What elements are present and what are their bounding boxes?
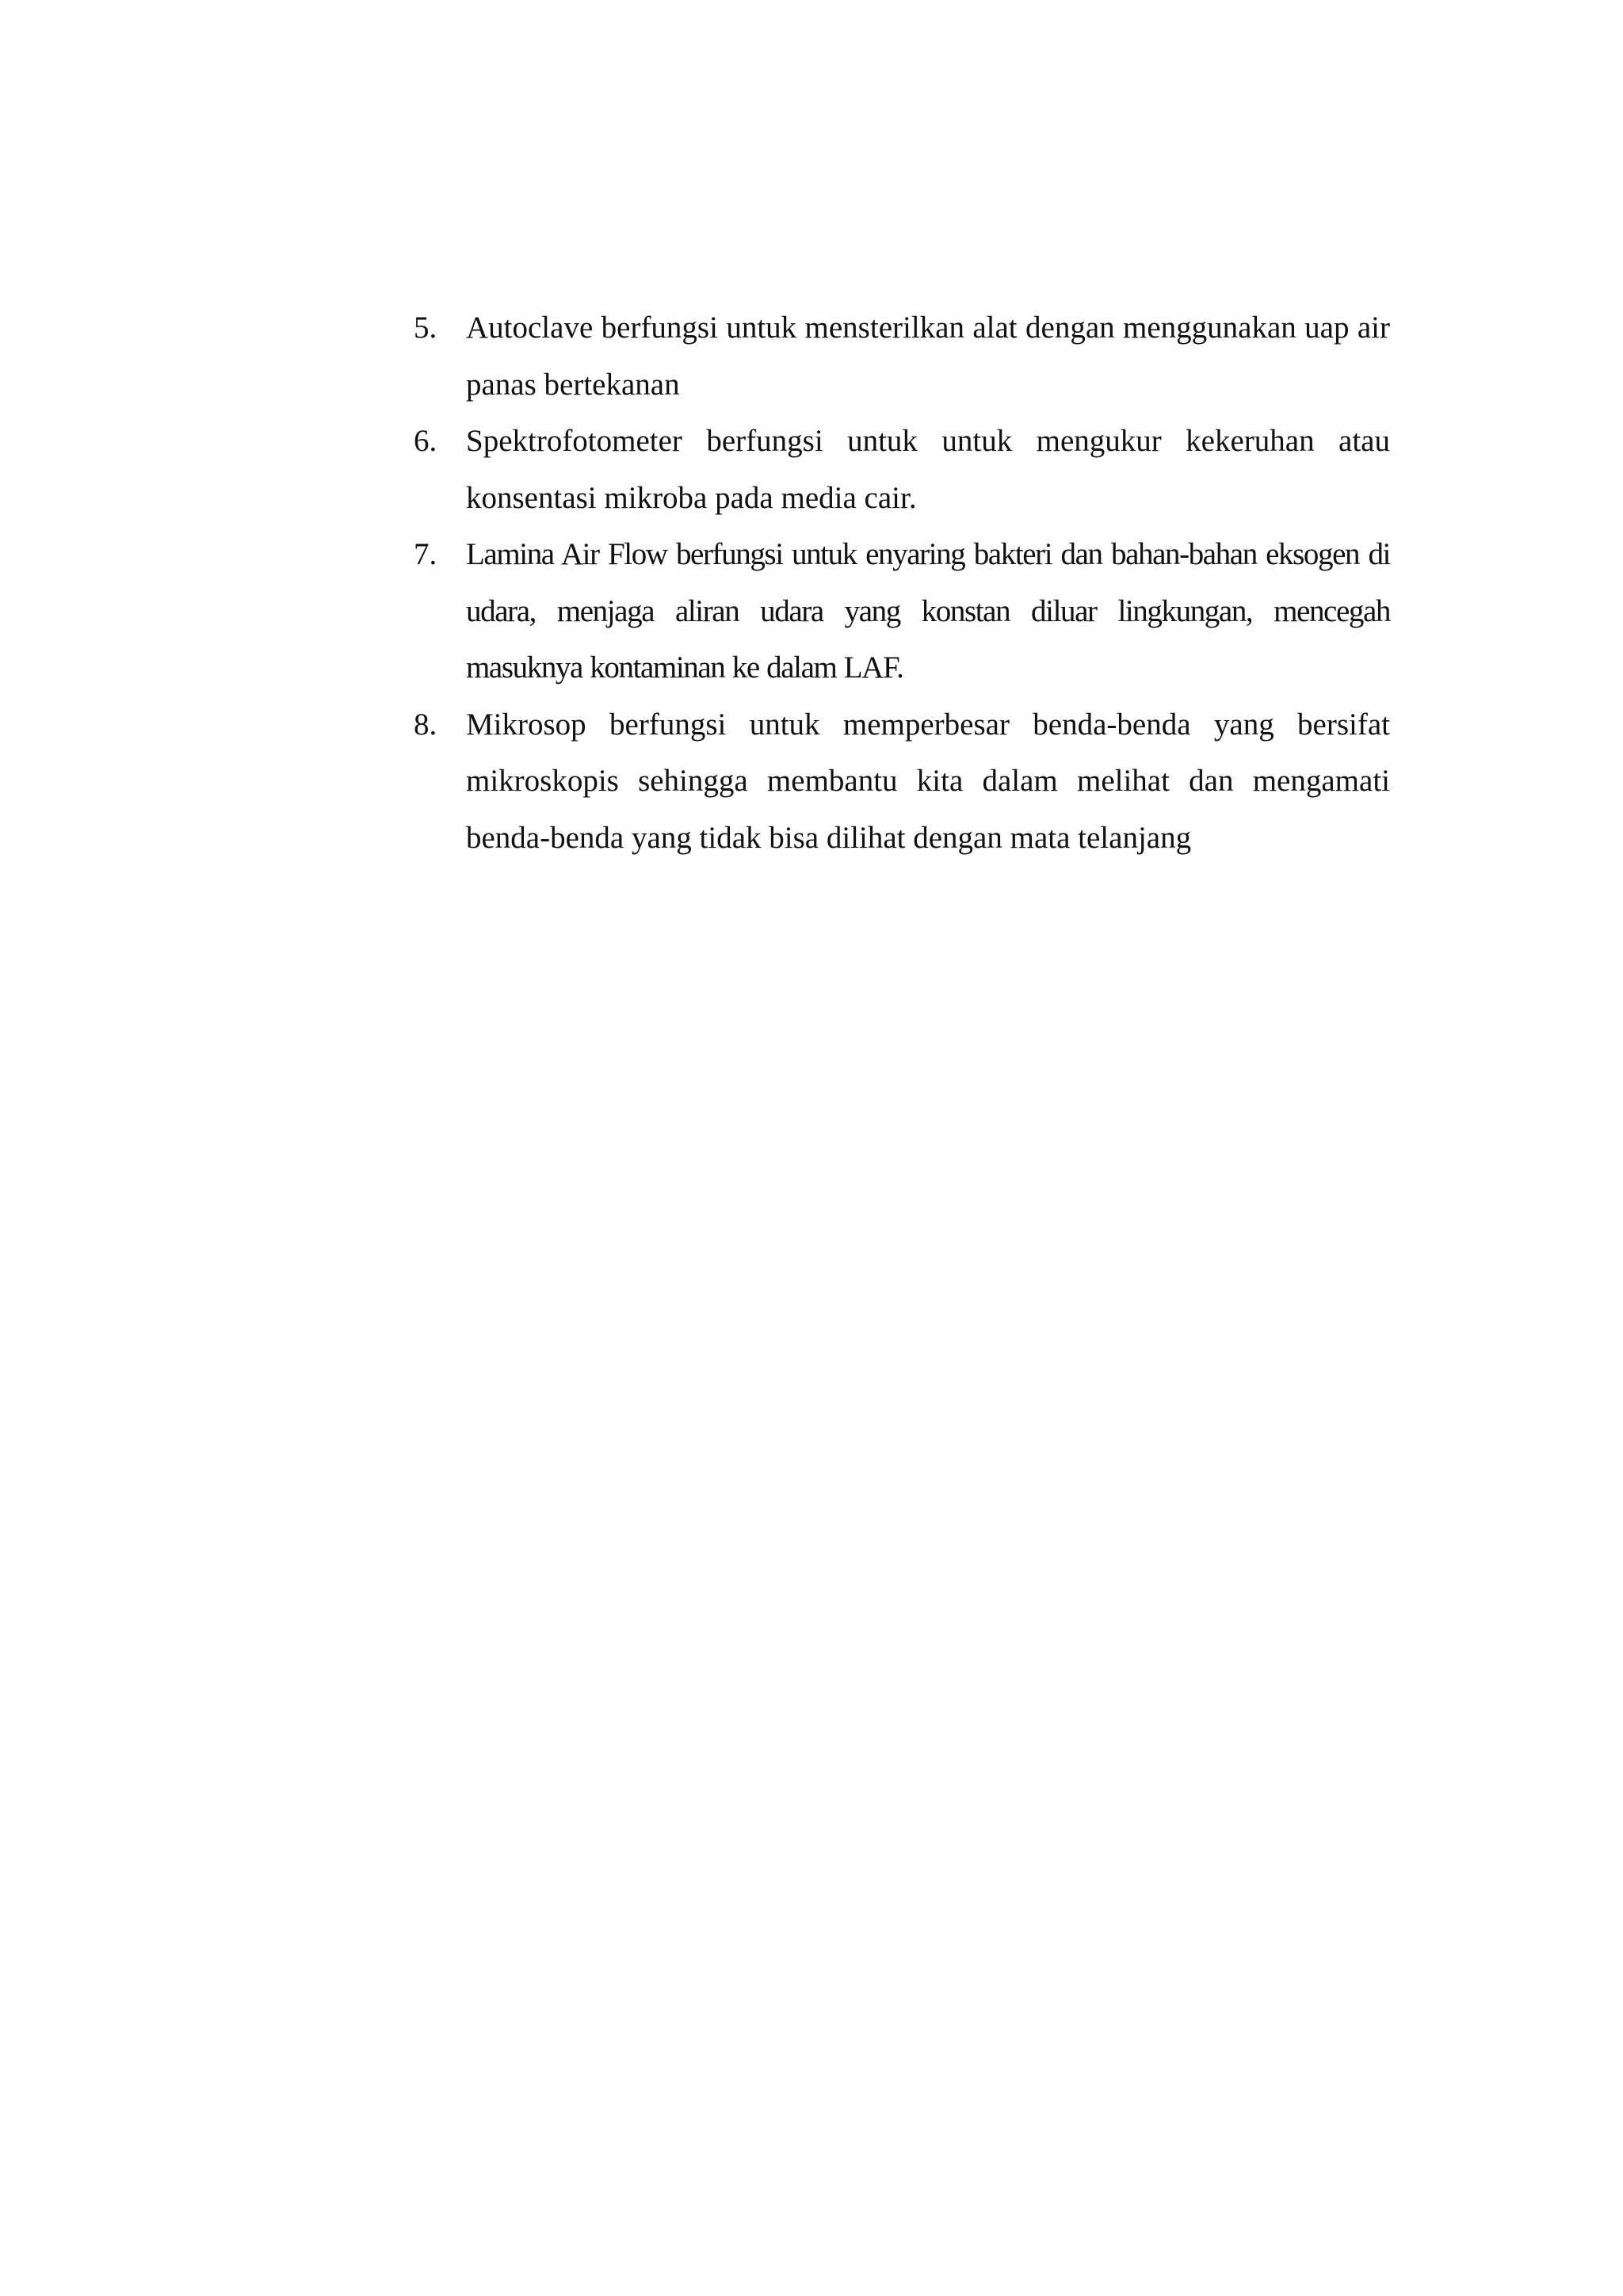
list-item-number: 8. <box>414 707 437 742</box>
list-item-text: Autoclave berfungsi untuk mensterilkan alat dengan menggunakan uap air panas bertekanan <box>466 311 1390 402</box>
list-item-number: 7. <box>414 537 437 571</box>
list-item-number: 6. <box>414 424 437 458</box>
list-item-number: 5. <box>414 311 437 345</box>
list-item-text: Lamina Air Flow berfungsi untuk enyaring bakteri dan bahan-bahan eksogen di udara, menjaga aliran udara yang konstan diluar lingkungan, mencegah masuknya kontaminan ke dalam LAF. <box>466 537 1390 685</box>
list-item-text: Spektrofotometer berfungsi untuk untuk mengukur kekeruhan atau konsentasi mikroba pada media cair. <box>466 424 1390 515</box>
list-item <box>414 413 1390 526</box>
list-item <box>414 299 1390 413</box>
numbered-list <box>414 299 1390 866</box>
list-item-text: Mikrosop berfungsi untuk memperbesar benda-benda yang bersifat mikroskopis sehingga membantu kita dalam melihat dan mengamati benda-benda yang tidak bisa dilihat dengan mata telanjang <box>466 707 1390 855</box>
list-item <box>414 696 1390 867</box>
list-item <box>414 526 1390 696</box>
